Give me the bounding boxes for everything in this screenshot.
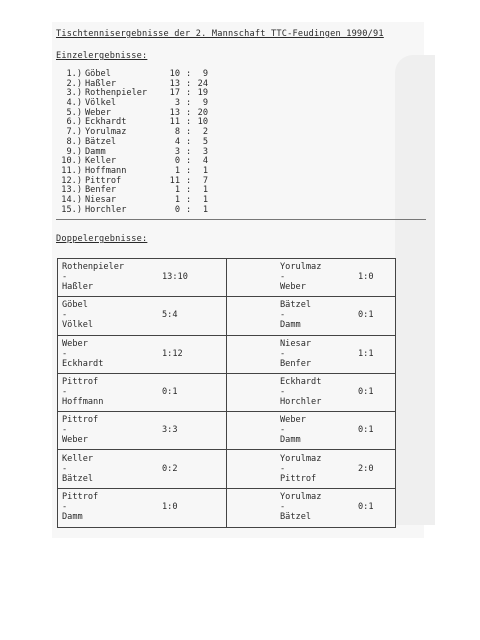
score-separator: : [186,136,192,147]
singles-player-name: Haßler [85,78,117,89]
doubles-right-player-2: Weber [280,282,306,292]
singles-player-name: Niesar [85,194,117,205]
doubles-left-player-1: Pittrof [62,491,99,502]
doubles-left-dash: - [62,310,68,321]
doubles-right-dash: - [280,463,286,474]
singles-player-name: Eckhardt [85,117,127,128]
doubles-right-dash: - [280,501,286,512]
doubles-left-player-1: Keller [62,453,94,464]
paper-shadow [395,55,435,525]
singles-lost: 1 [202,185,208,196]
doubles-row [58,259,395,297]
doubles-right-dash: - [280,425,286,436]
singles-player-name: Göbel [85,69,111,79]
singles-won: 13 [169,107,180,118]
singles-rank: 8.) [66,136,82,147]
doubles-left-score: 3:3 [162,425,178,436]
score-separator: : [186,69,192,79]
singles-player-name: Yorulmaz [85,127,127,138]
singles-lost: 5 [202,136,208,147]
singles-player-name: Horchler [85,204,127,215]
singles-won: 1 [174,194,180,205]
singles-won: 0 [174,156,180,167]
singles-player-name: Weber [85,107,111,118]
doubles-right-score: 2:0 [358,463,374,474]
singles-lost: 2 [202,127,208,138]
score-separator: : [186,88,192,99]
doubles-right-score: 1:1 [358,348,374,359]
singles-won: 13 [169,78,180,89]
doubles-row [58,412,395,450]
doubles-row [58,451,395,489]
doubles-left-score: 0:1 [162,386,178,397]
singles-won: 4 [174,136,180,147]
singles-lost: 4 [202,156,208,167]
doubles-right-score: 0:1 [358,425,374,436]
singles-player-name: Benfer [85,185,117,196]
singles-rank: 4.) [66,98,82,109]
score-separator: : [186,165,192,176]
doubles-right-player-1: Eckhardt [280,376,322,387]
doubles-left-player-2: Haßler [62,282,94,292]
singles-rank: 7.) [66,127,82,138]
doubles-left-score: 13:10 [162,272,188,282]
doubles-right-player-1: Bätzel [280,300,312,311]
singles-rank: 10.) [61,156,82,167]
score-separator: : [186,107,192,118]
singles-lost: 1 [202,204,208,215]
doubles-left-dash: - [62,463,68,474]
doubles-left-player-2: Damm [62,511,83,522]
doubles-right-player-1: Weber [280,415,306,426]
doubles-left-dash: - [62,501,68,512]
singles-won: 10 [169,69,180,79]
singles-won: 11 [169,117,180,128]
singles-player-name: Völkel [85,98,117,109]
page-title: Tischtennisergebnisse der 2. Mannschaft TTC-Feudingen 1990/91 [56,29,384,39]
singles-player-name: Pittrof [85,175,122,186]
doubles-left-player-1: Pittrof [62,415,99,426]
doubles-right-player-2: Benfer [280,358,312,369]
singles-won: 8 [174,127,180,138]
doubles-left-score: 5:4 [162,310,178,321]
score-separator: : [186,185,192,196]
singles-won: 1 [174,185,180,196]
doubles-right-player-2: Damm [280,320,301,331]
doubles-heading: Doppelergebnisse: [56,234,148,244]
doubles-left-dash: - [62,425,68,436]
score-separator: : [186,98,192,109]
doubles-right-dash: - [280,310,286,321]
doubles-right-player-2: Bätzel [280,511,312,522]
doubles-right-score: 0:1 [358,386,374,397]
doubles-left-player-2: Weber [62,435,88,446]
doubles-right-player-2: Pittrof [280,473,317,484]
doubles-left-player-2: Völkel [62,320,94,331]
doubles-left-player-1: Rothenpieler [62,262,125,272]
singles-lost: 10 [197,117,208,128]
singles-won: 17 [169,88,180,99]
singles-won: 3 [174,98,180,109]
doubles-table [57,258,396,528]
doubles-left-player-2: Hoffmann [62,396,104,407]
doubles-left-player-1: Weber [62,338,88,349]
doubles-right-score: 0:1 [358,310,374,321]
doubles-right-player-2: Damm [280,435,301,446]
singles-player-name: Keller [85,156,117,167]
score-separator: : [186,194,192,205]
doubles-right-dash: - [280,348,286,359]
score-separator: : [186,146,192,157]
singles-rank: 11.) [61,165,82,176]
doubles-right-player-2: Horchler [280,396,322,407]
singles-won: 3 [174,146,180,157]
doubles-left-player-2: Eckhardt [62,358,104,369]
singles-lost: 9 [202,98,208,109]
singles-player-name: Bätzel [85,136,117,147]
doubles-left-dash: - [62,386,68,397]
section-divider [56,219,426,220]
score-separator: : [186,117,192,128]
singles-player-name: Damm [85,146,106,157]
score-separator: : [186,127,192,138]
doubles-left-score: 0:2 [162,463,178,474]
singles-rank: 5.) [66,107,82,118]
score-separator: : [186,78,192,89]
doubles-left-dash: - [62,272,68,282]
singles-heading: Einzelergebnisse: [56,51,148,61]
singles-rank: 13.) [61,185,82,196]
doubles-row [58,336,395,374]
singles-rank: 9.) [66,146,82,157]
doubles-row [58,297,395,335]
singles-rank: 14.) [61,194,82,205]
singles-rank: 1.) [66,69,82,79]
singles-lost: 9 [202,69,208,79]
doubles-right-player-1: Yorulmaz [280,262,322,272]
singles-rank: 3.) [66,88,82,99]
singles-rank: 6.) [66,117,82,128]
singles-lost: 3 [202,146,208,157]
doubles-left-dash: - [62,348,68,359]
doubles-right-score: 0:1 [358,501,374,512]
doubles-left-player-1: Göbel [62,300,88,311]
doubles-right-player-1: Yorulmaz [280,453,322,464]
singles-lost: 24 [197,78,208,89]
singles-won: 1 [174,165,180,176]
doubles-left-score: 1:12 [162,348,183,359]
doubles-right-dash: - [280,272,286,282]
doubles-left-player-2: Bätzel [62,473,94,484]
score-separator: : [186,204,192,215]
doubles-right-score: 1:0 [358,272,374,282]
singles-player-name: Hoffmann [85,165,127,176]
singles-player-name: Rothenpieler [85,88,148,99]
singles-lost: 1 [202,165,208,176]
singles-rank: 15.) [61,204,82,215]
singles-lost: 19 [197,88,208,99]
singles-lost: 20 [197,107,208,118]
singles-lost: 7 [202,175,208,186]
singles-won: 11 [169,175,180,186]
score-separator: : [186,156,192,167]
singles-rank: 12.) [61,175,82,186]
doubles-right-dash: - [280,386,286,397]
doubles-right-player-1: Yorulmaz [280,491,322,502]
doubles-right-player-1: Niesar [280,338,312,349]
doubles-row [58,374,395,412]
singles-won: 0 [174,204,180,215]
doubles-left-score: 1:0 [162,501,178,512]
singles-rank: 2.) [66,78,82,89]
doubles-left-player-1: Pittrof [62,376,99,387]
doubles-row [58,489,395,527]
singles-lost: 1 [202,194,208,205]
score-separator: : [186,175,192,186]
